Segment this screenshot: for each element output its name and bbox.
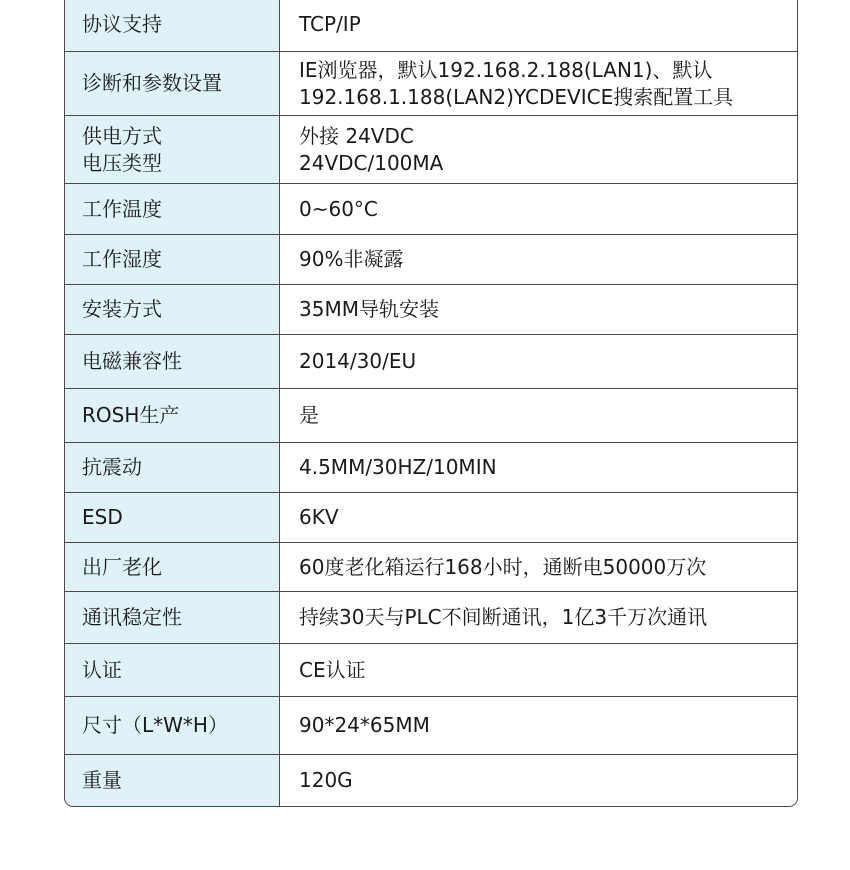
row-value: 4.5MM/30HZ/10MIN xyxy=(280,443,797,492)
table-row xyxy=(65,389,797,443)
row-value: 120G xyxy=(280,755,797,806)
row-value: 0~60°C xyxy=(280,184,797,234)
row-label: ESD xyxy=(65,493,280,542)
row-label: 协议支持 xyxy=(65,0,280,51)
row-label: 出厂老化 xyxy=(65,543,280,591)
row-label: 供电方式 电压类型 xyxy=(65,116,280,183)
table-row xyxy=(65,235,797,285)
table-row xyxy=(65,335,797,389)
row-value: 90%非凝露 xyxy=(280,235,797,284)
table-row xyxy=(65,52,797,116)
row-value: IE浏览器，默认192.168.2.188(LAN1)、默认 192.168.1.188(LAN2)YCDEVICE搜索配置工具 xyxy=(280,52,797,115)
table-row xyxy=(65,644,797,697)
row-label: 认证 xyxy=(65,644,280,696)
table-row xyxy=(65,184,797,235)
row-value: 是 xyxy=(280,389,797,442)
table-row xyxy=(65,0,797,52)
row-label: 工作温度 xyxy=(65,184,280,234)
row-value: TCP/IP xyxy=(280,0,797,51)
spec-table xyxy=(64,0,798,807)
row-label: 工作湿度 xyxy=(65,235,280,284)
row-label: 安装方式 xyxy=(65,285,280,334)
row-value: 90*24*65MM xyxy=(280,697,797,754)
row-label: 电磁兼容性 xyxy=(65,335,280,388)
row-label: 通讯稳定性 xyxy=(65,592,280,643)
row-label: ROSH生产 xyxy=(65,389,280,442)
row-value: 外接 24VDC 24VDC/100MA xyxy=(280,116,797,183)
table-row xyxy=(65,116,797,184)
row-value: 2014/30/EU xyxy=(280,335,797,388)
table-row xyxy=(65,443,797,493)
row-value: 35MM导轨安装 xyxy=(280,285,797,334)
row-label: 重量 xyxy=(65,755,280,806)
row-value: 60度老化箱运行168小时，通断电50000万次 xyxy=(280,543,797,591)
table-row xyxy=(65,697,797,755)
row-value: CE认证 xyxy=(280,644,797,696)
row-label: 抗震动 xyxy=(65,443,280,492)
table-row xyxy=(65,285,797,335)
table-row xyxy=(65,493,797,543)
table-row xyxy=(65,592,797,644)
row-label: 诊断和参数设置 xyxy=(65,52,280,115)
row-value: 6KV xyxy=(280,493,797,542)
table-row xyxy=(65,755,797,806)
row-label: 尺寸（L*W*H） xyxy=(65,697,280,754)
table-row xyxy=(65,543,797,592)
row-value: 持续30天与PLC不间断通讯，1亿3千万次通讯 xyxy=(280,592,797,643)
